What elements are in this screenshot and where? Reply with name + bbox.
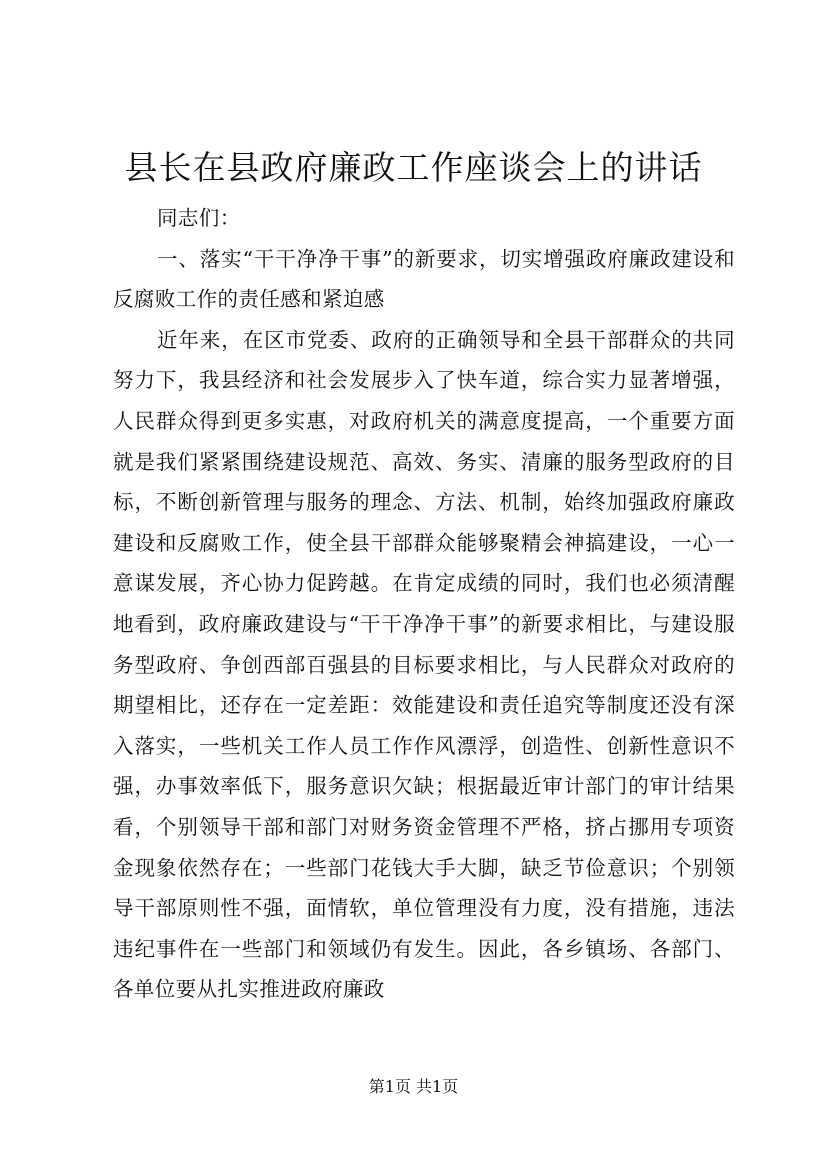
document-title: 县长在县政府廉政工作座谈会上的讲话 [124,148,703,187]
body-paragraph-1: 近年来，在区市党委、政府的正确领导和全县干部群众的共同努力下，我县经济和社会发展步入了快车道，综合实力显著增强，人民群众得到更多实惠，对政府机关的满意度提高，一个重要方面就是我们紧紧围绕建设规范、高效、务实、清廉的服务型政府的目标，不断创新管理与服务的理念、方法、机制，始终加强政府廉政建设和反腐败工作，使全县干部群众能够聚精会神搞建设，一心一意谋发展，齐心协力促跨越。在肯定成绩的同时，我们也必须清醒地看到，政府廉政建设与“干干净净干事”的新要求相比，与建设服务型政府、争创西部百强县的目标要求相比，与人民群众对政府的期望相比，还存在一定差距：效能建设和责任追究等制度还没有深入落实，一些机关工作人员工作作风漂浮，创造性、创新性意识不强，办事效率低下，服务意识欠缺；根据最近审计部门的审计结果看，个别领导干部和部门对财务资金管理不严格，挤占挪用专项资金现象依然存在；一些部门花钱大手大脚，缺乏节俭意识；个别领导干部原则性不强，面情软，单位管理没有力度，没有措施，违法违纪事件在一些部门和领域仍有发生。因此，各乡镇场、各部门、各单位要从扎实推进政府廉政 [113,327,735,1002]
salutation: 同志们： [157,206,241,230]
section-heading-1: 一、落实“干干净净干事”的新要求，切实增强政府廉政建设和反腐败工作的责任感和紧迫感 [113,246,735,312]
page-footer: 第1页 共1页 [368,1077,459,1096]
document-body [113,198,735,1010]
